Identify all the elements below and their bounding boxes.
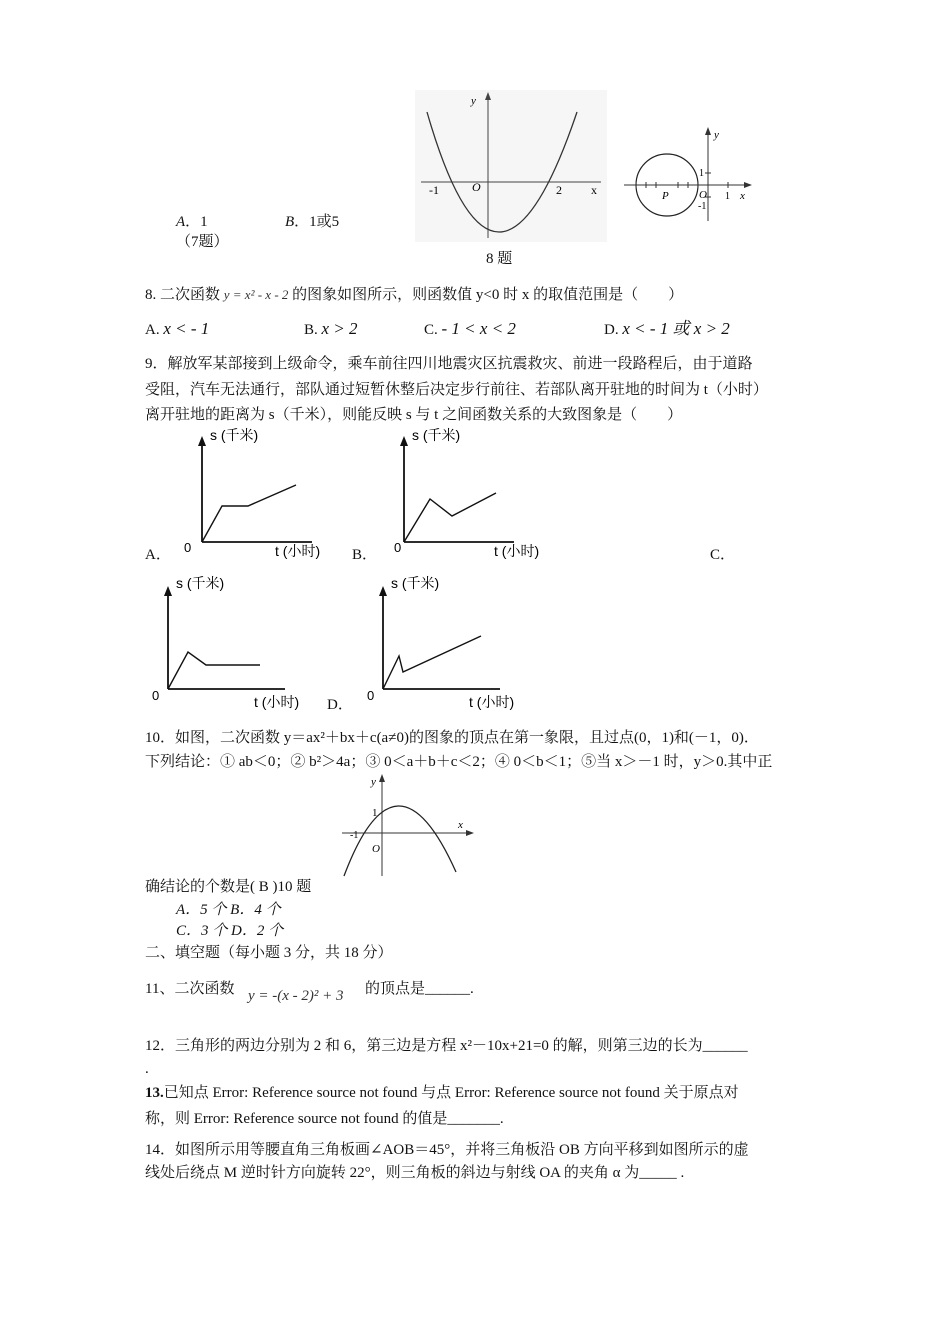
x-axis-arrow-icon xyxy=(744,182,752,188)
q10-options-ab: A．5 个 B．4 个 xyxy=(176,902,281,918)
q14-line-2: 线处后绕点 M 逆时针方向旋转 22°，则三角板的斜边与射线 OA 的夹角 α 为_____ . xyxy=(145,1165,685,1181)
q8-stem: 8. 二次函数 y = x² - x - 2 的图象如图所示，则函数值 y<0 时 x 的取值范围是（ ） xyxy=(145,287,684,303)
graph-line xyxy=(202,485,296,542)
graph-line xyxy=(168,652,260,689)
tick-neg1: -1 xyxy=(350,830,359,841)
q10-line-3: 确结论的个数是( B )10 题 xyxy=(145,879,312,895)
q14-line-1: 14．如图所示用等腰直角三角板画∠AOB＝45°，并将三角板沿 OB 方向平移到如图所示的虚 xyxy=(145,1142,749,1158)
q9-graph-a xyxy=(172,424,352,564)
tick-y1: 1 xyxy=(699,168,704,179)
q9-label-b: B． xyxy=(352,547,378,563)
q11-formula: y = -(x - 2)² + 3 xyxy=(248,988,344,1004)
x-axis-label: t (小时) xyxy=(275,543,321,559)
tick-x1: 1 xyxy=(725,191,730,202)
origin-label: O xyxy=(372,843,380,855)
x-axis-label: x xyxy=(591,183,597,197)
x-axis-arrow-icon xyxy=(466,830,474,836)
y-axis-arrow-icon xyxy=(705,127,711,135)
graph-line xyxy=(404,493,496,542)
y-axis-arrow-icon xyxy=(379,774,385,782)
q10-parabola-figure xyxy=(338,772,476,880)
q8-parabola-figure xyxy=(415,90,607,242)
origin-label: O xyxy=(699,189,707,201)
q13-line-1: 13.已知点 Error: Reference source not found 与点 Error: Reference source not found 关于原点对 xyxy=(145,1085,739,1101)
tick-1: 1 xyxy=(372,807,378,819)
q11-prefix: 11、二次函数 xyxy=(145,981,235,997)
y-axis-label: s (千米) xyxy=(210,427,259,443)
section-2-heading: 二、填空题（每小题 3 分，共 18 分） xyxy=(145,945,393,961)
origin-label: 0 xyxy=(152,688,160,703)
q7-caption: （7题） xyxy=(176,234,229,250)
q12-line-2: . xyxy=(145,1061,149,1077)
q8-option-b: B. x > 2 xyxy=(304,319,358,338)
tick-2: 2 xyxy=(556,183,562,197)
y-axis-arrow-icon xyxy=(379,586,387,596)
origin-label: 0 xyxy=(394,540,402,555)
origin-label: 0 xyxy=(184,540,192,555)
x-axis-label: x xyxy=(740,190,745,202)
q8-option-c: C. - 1 < x < 2 xyxy=(424,319,516,338)
tick-neg1: -1 xyxy=(429,183,439,197)
circle-figure xyxy=(620,125,760,225)
q9-label-a: A． xyxy=(145,547,171,563)
y-axis-label: s (千米) xyxy=(412,427,461,443)
y-axis-label: y xyxy=(371,776,376,788)
q8-option-a: A. x < - 1 xyxy=(145,319,210,338)
x-axis-label: t (小时) xyxy=(469,694,515,710)
q9-graph-c xyxy=(140,570,325,715)
q9-line-1: 9．解放军某部接到上级命令，乘车前往四川地震灾区抗震救灾、前进一段路程后，由于道路 xyxy=(145,356,753,372)
x-axis-label: x xyxy=(458,819,463,831)
origin-label: O xyxy=(472,180,481,194)
q9-line-3: 离开驻地的距离为 s（千米），则能反映 s 与 t 之间函数关系的大致图象是（ ） xyxy=(145,407,683,423)
y-axis-label: y xyxy=(471,95,476,107)
graph-line xyxy=(383,636,481,689)
q7-option-b: B．1或5 xyxy=(285,214,340,230)
tick-yneg1: -1 xyxy=(698,201,707,212)
point-p: P xyxy=(662,190,669,202)
q9-graph-b xyxy=(374,424,554,564)
q7-option-a: A．1 xyxy=(176,214,208,230)
origin-label: 0 xyxy=(367,688,375,703)
y-axis-arrow-icon xyxy=(164,586,172,596)
q9-label-d: D． xyxy=(327,697,353,713)
q11-suffix: 的顶点是______. xyxy=(365,981,474,997)
y-axis-arrow-icon xyxy=(400,436,408,446)
q9-graph-d xyxy=(355,570,540,715)
q10-line-1: 10．如图，二次函数 y＝ax²＋bx＋c(a≠0)的图象的顶点在第一象限，且过点(0，1)和(－1，0)． xyxy=(145,730,759,746)
y-axis-label: s (千米) xyxy=(391,575,440,591)
y-axis-label: s (千米) xyxy=(176,575,225,591)
parabola-curve xyxy=(344,806,456,876)
q8-option-d: D. x < - 1 或 x > 2 xyxy=(604,319,730,338)
y-axis-arrow-icon xyxy=(198,436,206,446)
q12-line-1: 12．三角形的两边分别为 2 和 6，第三边是方程 x²－10x+21=0 的解，则第三边的长为______ xyxy=(145,1038,748,1054)
q9-label-c: C． xyxy=(710,547,736,563)
q13-line-2: 称，则 Error: Reference source not found 的值是_______. xyxy=(145,1111,504,1127)
x-axis-label: t (小时) xyxy=(254,694,300,710)
x-axis-label: t (小时) xyxy=(494,543,540,559)
q8-formula: y = x² - x - 2 xyxy=(223,287,289,302)
fig8-caption: 8 题 xyxy=(486,251,513,267)
q10-options-cd: C．3 个 D．2 个 xyxy=(176,923,284,939)
q10-line-2: 下列结论：① ab＜0；② b²＞4a；③ 0＜a＋b＋c＜2；④ 0＜b＜1；⑤当 x＞－1 时，y＞0.其中正 xyxy=(145,754,773,770)
q9-line-2: 受阻，汽车无法通行，部队通过短暂休整后决定步行前往、若部队离开驻地的时间为 t（小时） xyxy=(145,382,768,398)
y-axis-label: y xyxy=(714,129,719,141)
